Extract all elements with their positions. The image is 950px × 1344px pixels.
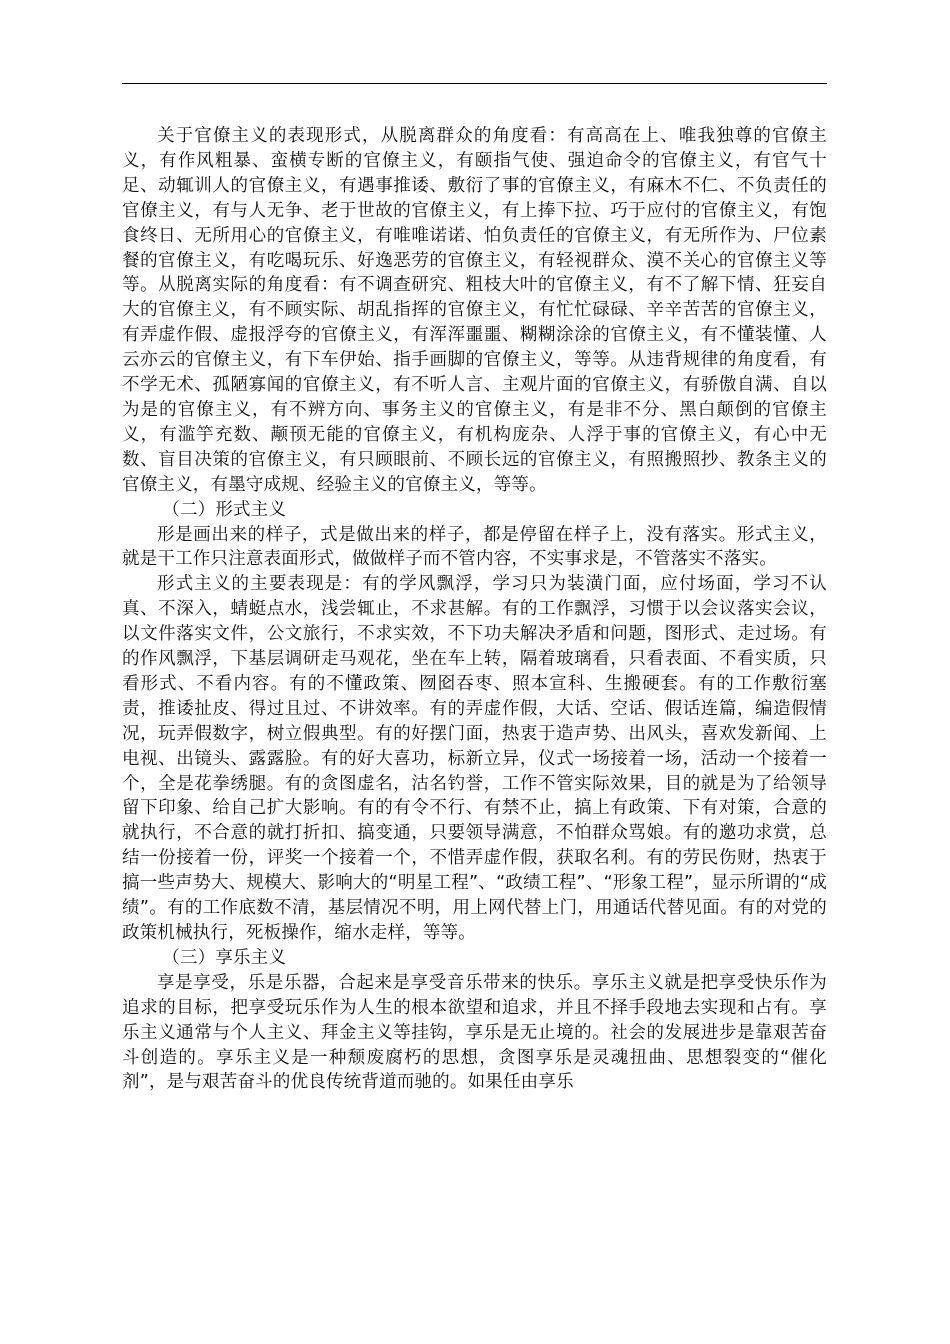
section-heading-formalism: （二）形式主义: [162, 499, 287, 520]
paragraph-hedonism-definition: 享是享受，乐是乐器，合起来是享受音乐带来的快乐。享乐主义就是把享受快乐作为追求的目标，把享受玩乐作为人生的根本欲望和追求，并且不择手段地去实现和占有。享乐主义通常与个人主义、拜金主义等挂钩，享乐是无止境的。社会的发展进步是靠艰苦奋斗创造的。享乐主义是一种颓废腐朽的思想，贪图享乐是灵魂扭曲、思想裂变的“催化剂”，是与艰苦奋斗的优良传统背道而驰的。如果任由享乐: [122, 972, 827, 1093]
section-heading-hedonism: （三）享乐主义: [162, 947, 287, 968]
paragraph-formalism-definition: 形是画出来的样子，式是做出来的样子，都是停留在样子上，没有落实。形式主义，就是干工作只注意表面形式，做做样子而不管内容，不实事求是，不管落实不落实。: [122, 524, 827, 570]
paragraph-bureaucratism-forms: 关于官僚主义的表现形式，从脱离群众的角度看：有高高在上、唯我独尊的官僚主义，有作风粗暴、蛮横专断的官僚主义，有颐指气使、强迫命令的官僚主义，有官气十足、动辄训人的官僚主义，有遇事推诿、敷衍了事的官僚主义，有麻木不仁、不负责任的官僚主义，有与人无争、老于世故的官僚主义，有上捧下拉、巧于应付的官僚主义，有饱食终日、无所用心的官僚主义，有唯唯诺诺、怕负责任的官僚主义，有无所作为、尸位素餐的官僚主义，有吃喝玩乐、好逸恶劳的官僚主义，有轻视群众、漠不关心的官僚主义等等。从脱离实际的角度看：有不调查研究、粗枝大叶的官僚主义，有不了解下情、狂妄自大的官僚主义，有不顾实际、胡乱指挥的官僚主义，有忙忙碌碌、辛辛苦苦的官僚主义，有弄虚作假、虚报浮夸的官僚主义，有浑浑噩噩、糊糊涂涂的官僚主义，有不懂装懂、人云亦云的官僚主义，有下车伊始、指手画脚的官僚主义，等等。从违背规律的角度看，有不学无术、孤陋寡闻的官僚主义，有不听人言、主观片面的官僚主义，有骄傲自满、自以为是的官僚主义，有不辨方向、事务主义的官僚主义，有是非不分、黑白颠倒的官僚主义，有滥竽充数、颟顸无能的官僚主义，有机构庞杂、人浮于事的官僚主义，有心中无数、盲目决策的官僚主义，有只顾眼前、不顾长远的官僚主义，有照搬照抄、教条主义的官僚主义，有墨守成规、经验主义的官僚主义，等等。: [122, 126, 827, 495]
document-body: [122, 124, 827, 1095]
header-rule: [122, 83, 827, 84]
paragraph-formalism-manifestations: 形式主义的主要表现是：有的学风飘浮，学习只为装潢门面，应付场面，学习不认真、不深入，蜻蜓点水，浅尝辄止，不求甚解。有的工作飘浮，习惯于以会议落实会议，以文件落实文件，公文旅行，不求实效，不下功夫解决矛盾和问题，图形式、走过场。有的作风飘浮，下基层调研走马观花，坐在车上转，隔着玻璃看，只看表面、不看实质，只看形式、不看内容。有的不懂政策、囫囵吞枣、照本宣科、生搬硬套。有的工作敷衍塞责，推诿扯皮、得过且过、不讲效率。有的弄虚作假，大话、空话、假话连篇，编造假情况，玩弄假数字，树立假典型。有的好摆门面，热衷于造声势、出风头，喜欢发新闻、上电视、出镜头、露露脸。有的好大喜功，标新立异，仪式一场接着一场，活动一个接着一个，全是花拳绣腿。有的贪图虚名，沽名钓誉，工作不管实际效果，目的就是为了给领导留下印象、给自己扩大影响。有的有令不行、有禁不止，搞上有政策、下有对策，合意的就执行，不合意的就打折扣、搞变通，只要领导满意，不怕群众骂娘。有的邀功求赏，总结一份接着一份，评奖一个接着一个，不惜弄虚作假，获取名利。有的劳民伤财，热衷于搞一些声势大、规模大、影响大的“明星工程”、“政绩工程”、“形象工程”，显示所谓的“成绩”。有的工作底数不清，基层情况不明，用上网代替上门，用通话代替见面。有的对党的政策机械执行，死板操作，缩水走样，等等。: [122, 574, 827, 943]
